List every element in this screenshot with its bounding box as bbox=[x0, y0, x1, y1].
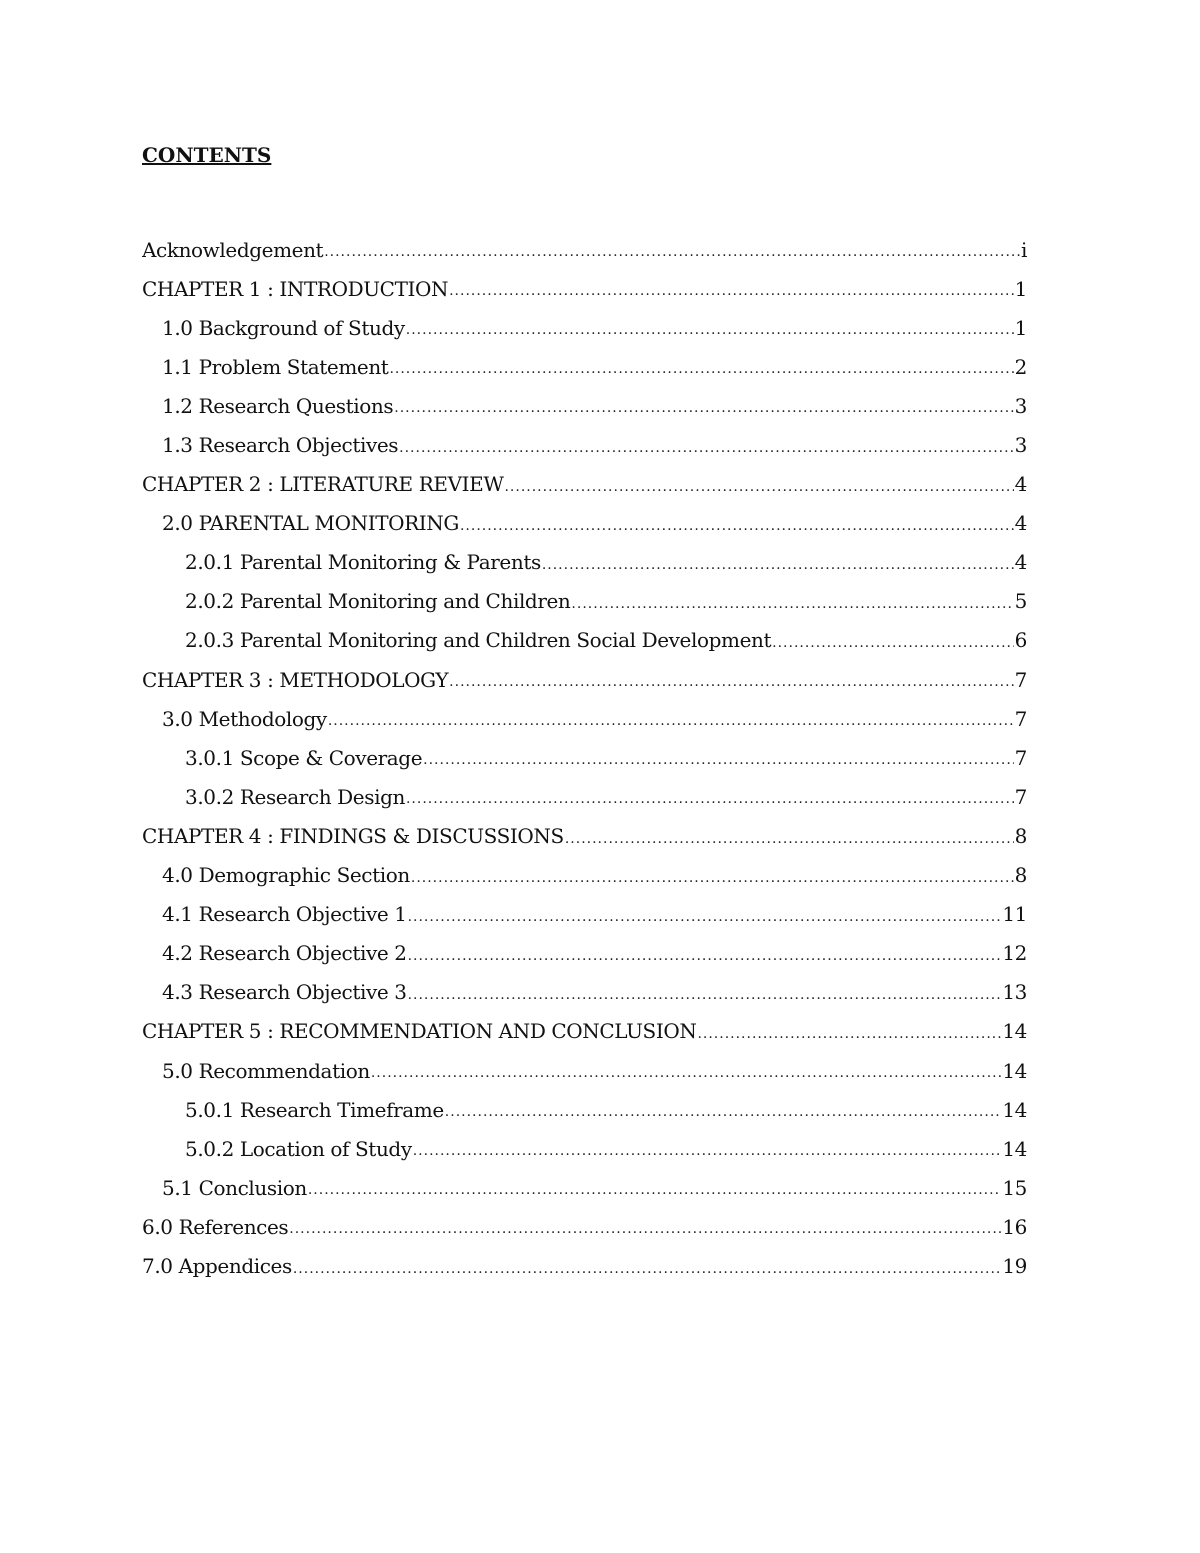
toc-entry-page-number: 7 bbox=[1014, 784, 1027, 809]
toc-entry-page-number: 2 bbox=[1014, 354, 1027, 379]
dot-leader bbox=[697, 1026, 1001, 1051]
dot-leader bbox=[308, 1182, 1001, 1207]
toc-entry[interactable] bbox=[142, 621, 1027, 660]
toc-entry-page-number: 7 bbox=[1014, 667, 1027, 692]
dot-leader bbox=[772, 635, 1014, 660]
toc-entry-page-number: i bbox=[1021, 237, 1027, 262]
toc-entry-page-number: 3 bbox=[1014, 393, 1027, 418]
toc-entry-page-number: 8 bbox=[1014, 823, 1027, 848]
toc-entry[interactable] bbox=[142, 738, 1027, 777]
toc-entry-page-number: 7 bbox=[1014, 706, 1027, 731]
toc-entry[interactable] bbox=[142, 777, 1027, 816]
dot-leader bbox=[411, 870, 1014, 895]
toc-entry-label: 1.1 Problem Statement bbox=[162, 354, 389, 379]
toc-entry[interactable] bbox=[142, 1090, 1027, 1129]
toc-entry-page-number: 1 bbox=[1014, 276, 1027, 301]
toc-entry-label: 5.0 Recommendation bbox=[162, 1058, 370, 1083]
page-title: CONTENTS bbox=[142, 143, 272, 167]
dot-leader bbox=[328, 713, 1014, 738]
toc-entry-label: 4.2 Research Objective 2 bbox=[162, 941, 407, 966]
toc-entry[interactable] bbox=[142, 1012, 1027, 1051]
dot-leader bbox=[449, 283, 1014, 308]
toc-entry[interactable] bbox=[142, 582, 1027, 621]
dot-leader bbox=[460, 518, 1014, 543]
toc-entry[interactable] bbox=[142, 425, 1027, 464]
dot-leader bbox=[449, 674, 1014, 699]
toc-entry-page-number: 15 bbox=[1002, 1175, 1027, 1200]
toc-entry-page-number: 12 bbox=[1002, 941, 1027, 966]
toc-entry-page-number: 7 bbox=[1014, 745, 1027, 770]
dot-leader bbox=[565, 831, 1014, 856]
toc-entry[interactable] bbox=[142, 856, 1027, 895]
toc-entry-label: 5.0.1 Research Timeframe bbox=[185, 1097, 444, 1122]
toc-entry-page-number: 14 bbox=[1002, 1019, 1027, 1044]
toc-entry-label: 7.0 Appendices bbox=[142, 1253, 292, 1278]
toc-entry-page-number: 3 bbox=[1014, 433, 1027, 458]
dot-leader bbox=[399, 440, 1014, 465]
toc-entry-label: 2.0 PARENTAL MONITORING bbox=[162, 511, 459, 536]
toc-entry-label: 2.0.3 Parental Monitoring and Children Social Development bbox=[185, 628, 772, 653]
toc-entry-label: 5.1 Conclusion bbox=[162, 1175, 307, 1200]
toc-entry-page-number: 4 bbox=[1014, 550, 1027, 575]
toc-entry[interactable] bbox=[142, 1207, 1027, 1246]
toc-entry[interactable] bbox=[142, 1246, 1027, 1285]
toc-entry[interactable] bbox=[142, 1168, 1027, 1207]
dot-leader bbox=[571, 596, 1013, 621]
toc-entry-label: CHAPTER 1 : INTRODUCTION bbox=[142, 276, 449, 301]
toc-entry-page-number: 16 bbox=[1002, 1214, 1027, 1239]
toc-entry-page-number: 8 bbox=[1014, 863, 1027, 888]
toc-entry-page-number: 6 bbox=[1014, 628, 1027, 653]
toc-entry[interactable] bbox=[142, 660, 1027, 699]
toc-entry-label: 3.0.1 Scope & Coverage bbox=[185, 745, 423, 770]
dot-leader bbox=[289, 1221, 1001, 1246]
toc-entry[interactable] bbox=[142, 230, 1027, 269]
toc-entry-label: 3.0 Methodology bbox=[162, 706, 327, 731]
dot-leader bbox=[293, 1261, 1002, 1286]
toc-entry-page-number: 14 bbox=[1002, 1136, 1027, 1161]
toc-entry[interactable] bbox=[142, 308, 1027, 347]
toc-entry[interactable] bbox=[142, 816, 1027, 855]
toc-entry[interactable] bbox=[142, 465, 1027, 504]
toc-entry-page-number: 14 bbox=[1002, 1058, 1027, 1083]
toc-entry[interactable] bbox=[142, 504, 1027, 543]
toc-entry-label: 1.0 Background of Study bbox=[162, 315, 405, 340]
dot-leader bbox=[406, 791, 1014, 816]
toc-entry[interactable] bbox=[142, 1051, 1027, 1090]
dot-leader bbox=[324, 244, 1020, 269]
toc-entry-page-number: 1 bbox=[1014, 315, 1027, 340]
toc-entry-label: 4.3 Research Objective 3 bbox=[162, 980, 407, 1005]
dot-leader bbox=[408, 948, 1002, 973]
toc-entry-label: Acknowledgement bbox=[142, 237, 324, 262]
toc-entry[interactable] bbox=[142, 1129, 1027, 1168]
toc-entry-label: 4.0 Demographic Section bbox=[162, 863, 410, 888]
toc-entry-label: CHAPTER 5 : RECOMMENDATION AND CONCLUSION bbox=[142, 1019, 697, 1044]
toc-entry-label: 4.1 Research Objective 1 bbox=[162, 902, 407, 927]
toc-entry-label: 1.3 Research Objectives bbox=[162, 433, 399, 458]
toc-entry-page-number: 19 bbox=[1002, 1253, 1027, 1278]
toc-entry-label: CHAPTER 3 : METHODOLOGY bbox=[142, 667, 449, 692]
toc-entry[interactable] bbox=[142, 895, 1027, 934]
dot-leader bbox=[389, 361, 1013, 386]
toc-entry[interactable] bbox=[142, 973, 1027, 1012]
toc-entry[interactable] bbox=[142, 386, 1027, 425]
dot-leader bbox=[504, 479, 1013, 504]
toc-entry-label: 1.2 Research Questions bbox=[162, 393, 394, 418]
toc-entry-page-number: 4 bbox=[1014, 511, 1027, 536]
toc-entry-page-number: 11 bbox=[1002, 902, 1027, 927]
dot-leader bbox=[408, 987, 1002, 1012]
toc-entry-page-number: 5 bbox=[1014, 589, 1027, 614]
dot-leader bbox=[542, 557, 1014, 582]
toc-entry[interactable] bbox=[142, 699, 1027, 738]
dot-leader bbox=[423, 752, 1014, 777]
dot-leader bbox=[371, 1065, 1002, 1090]
toc-entry-page-number: 14 bbox=[1002, 1097, 1027, 1122]
dot-leader bbox=[445, 1104, 1002, 1129]
toc-entry-label: 5.0.2 Location of Study bbox=[185, 1136, 412, 1161]
dot-leader bbox=[406, 322, 1014, 347]
toc-entry-label: CHAPTER 2 : LITERATURE REVIEW bbox=[142, 472, 504, 497]
toc-entry-label: 2.0.1 Parental Monitoring & Parents bbox=[185, 550, 541, 575]
toc-entry[interactable] bbox=[142, 543, 1027, 582]
toc-entry-page-number: 4 bbox=[1014, 472, 1027, 497]
toc-entry-label: 3.0.2 Research Design bbox=[185, 784, 405, 809]
dot-leader bbox=[413, 1143, 1002, 1168]
dot-leader bbox=[408, 909, 1002, 934]
toc-entry[interactable] bbox=[142, 269, 1027, 308]
dot-leader bbox=[394, 400, 1013, 425]
toc-entry[interactable] bbox=[142, 934, 1027, 973]
toc-entry[interactable] bbox=[142, 347, 1027, 386]
toc-entry-page-number: 13 bbox=[1002, 980, 1027, 1005]
toc-entry-label: 2.0.2 Parental Monitoring and Children bbox=[185, 589, 571, 614]
table-of-contents bbox=[142, 230, 1027, 1286]
toc-entry-label: 6.0 References bbox=[142, 1214, 289, 1239]
toc-entry-label: CHAPTER 4 : FINDINGS & DISCUSSIONS bbox=[142, 823, 564, 848]
